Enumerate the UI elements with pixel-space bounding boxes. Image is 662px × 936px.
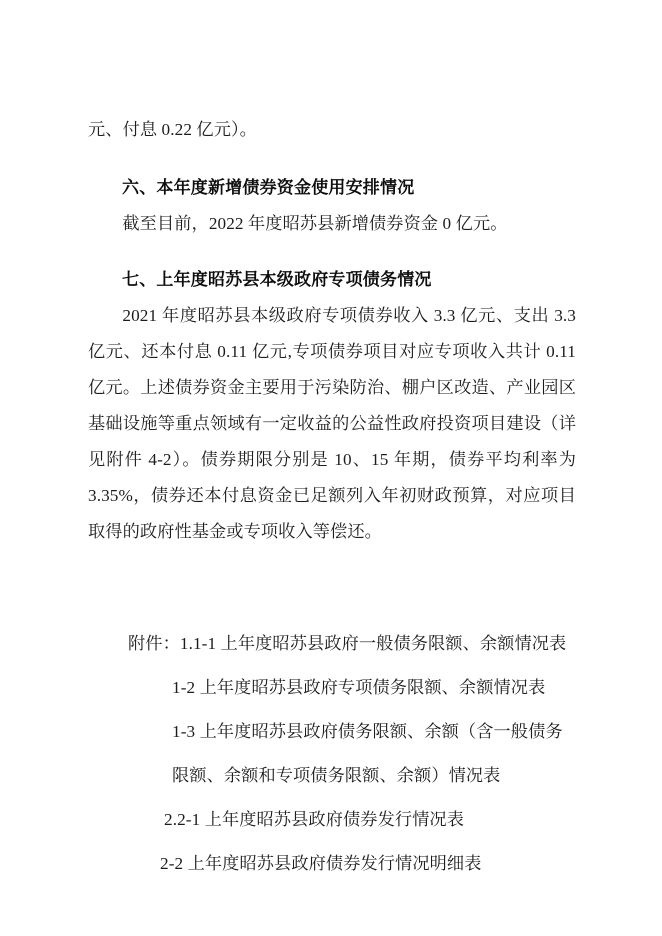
page-content: [88, 0, 576, 886]
attachment-item-1-2: 1-2 上年度昭苏县政府专项债务限额、余额情况表: [172, 678, 546, 697]
attachment-item-1-3: 1-3 上年度昭苏县政府债务限额、余额（含一般债务: [172, 722, 563, 741]
attachment-label: 附件：: [128, 634, 180, 653]
continuation-line: 元、付息 0.22 亿元）。: [88, 120, 257, 139]
attachment-list: [88, 622, 576, 886]
section-heading-six: 六、本年度新增债券资金使用安排情况: [122, 178, 415, 197]
attachment-item-1-1-1: [88, 622, 576, 666]
top-margin-spacer: [88, 0, 576, 112]
attachment-item-1-3-continuation: 限额、余额和专项债务限额、余额）情况表: [172, 766, 501, 785]
section-six-paragraph: 截至目前，2022 年度昭苏县新增债券资金 0 亿元。: [122, 214, 508, 233]
heading-spacer-six: [88, 148, 576, 170]
attachment-item-2-2: 2-2 上年度昭苏县政府债券发行情况明细表: [160, 854, 482, 873]
attachment-item-text: 1.1-1 上年度昭苏县政府一般债务限额、余额情况表: [179, 634, 567, 653]
section-heading-seven: 七、上年度昭苏县本级政府专项债务情况: [122, 270, 432, 289]
attachment-block-spacer: [88, 550, 576, 622]
section-seven-paragraph: 2021 年度昭苏县本级政府专项债券收入 3.3 亿元、支出 3.3 亿元、还本付息 0.11 亿元,专项债券项目对应专项收入共计 0.11 亿元。上述债券资金主要用于污染防治、棚户区改造、产业园区基础设施等重点领域有一定收益的公益性政府投资项目建设（详见附件 4-2）。债券期限分别是 10、15 年期，债券平均利率为 3.35%，债券还本付息资金已足额列入年初财政预算，对应项目取得的政府性基金或专项收入等偿还。: [88, 306, 576, 541]
attachment-item-2-2-1: 2.2-1 上年度昭苏县政府债券发行情况表: [164, 810, 465, 829]
heading-spacer-seven: [88, 242, 576, 262]
